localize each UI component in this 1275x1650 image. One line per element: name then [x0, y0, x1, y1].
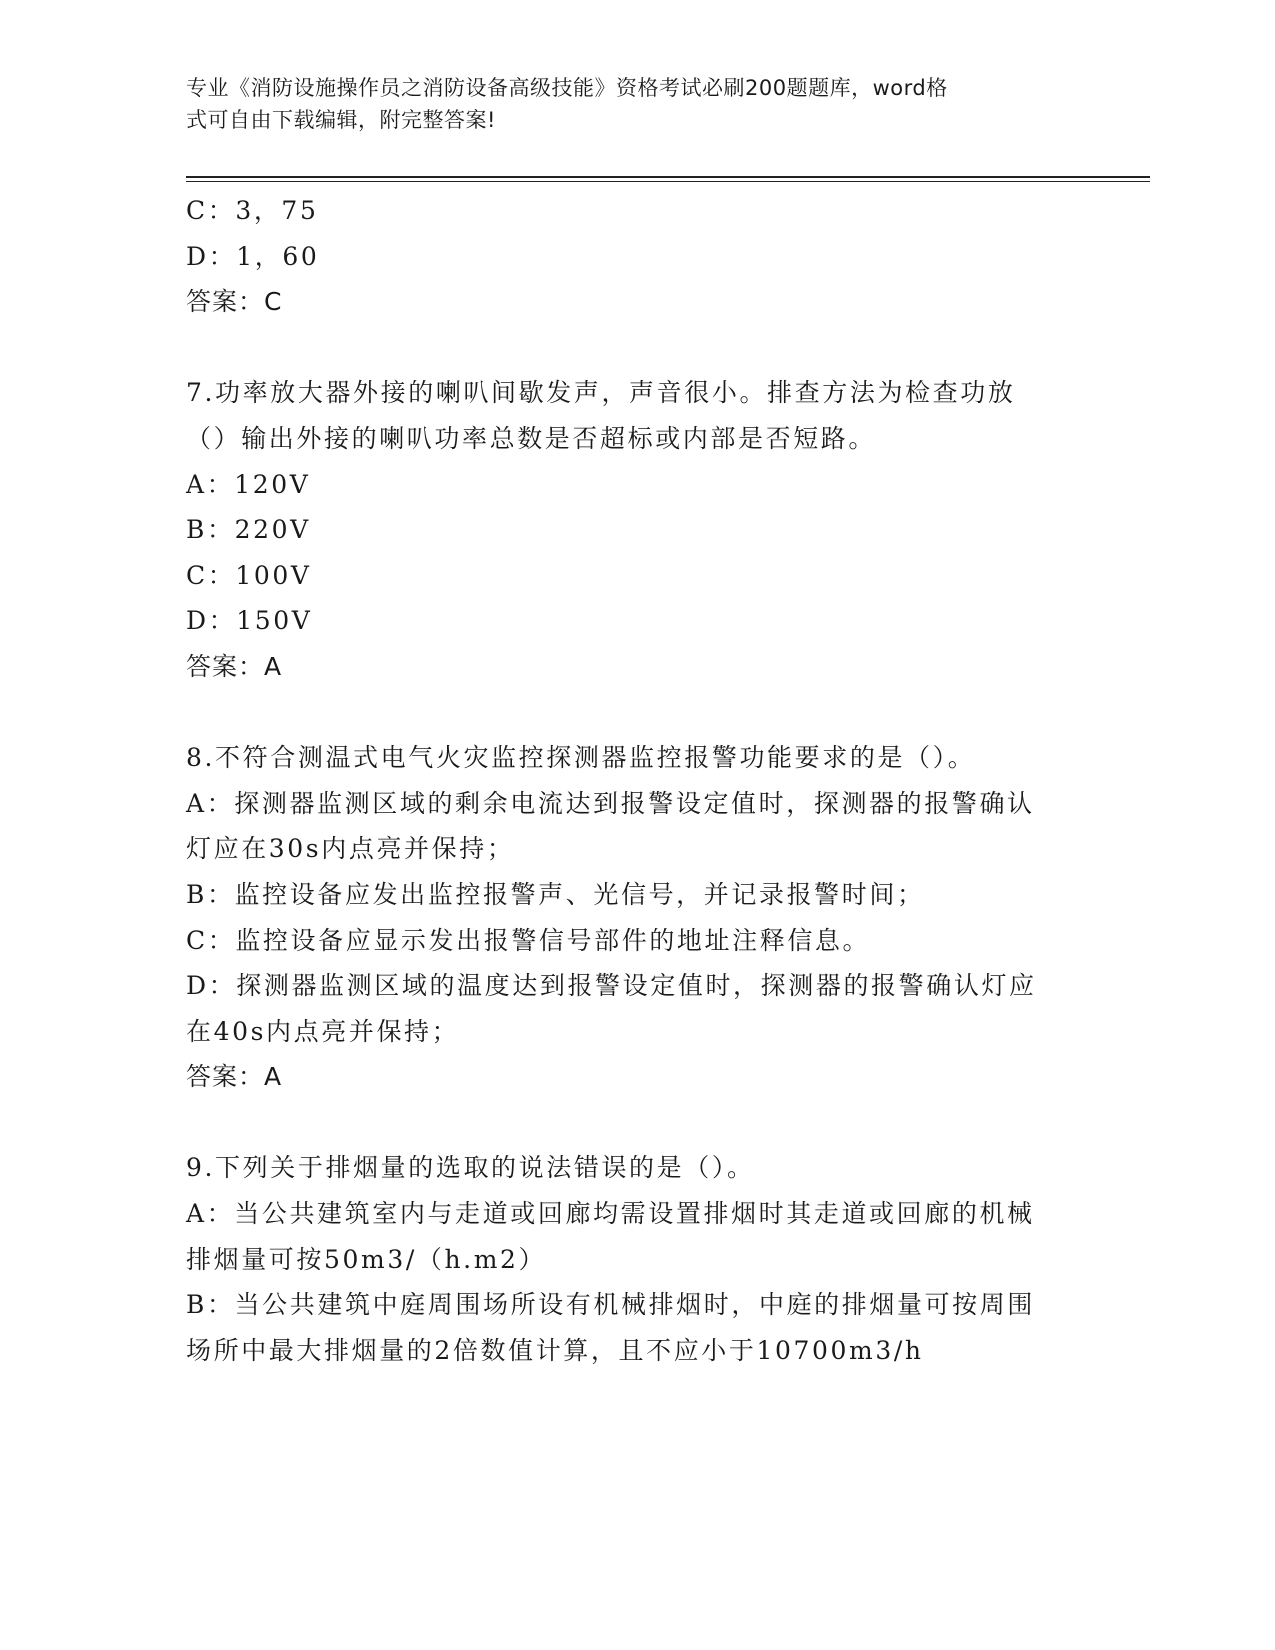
option-d-line-1: D：探测器监测区域的温度达到报警设定值时，探测器的报警确认灯应	[186, 971, 1037, 1001]
question-stem-line-2: （）输出外接的喇叭功率总数是否超标或内部是否短路。	[186, 423, 877, 453]
header-title-line-1: 专业《消防设施操作员之消防设备高级技能》资格考试必刷200题题库，word格	[186, 76, 948, 100]
option-a-line-1: A：当公共建筑室内与走道或回廊均需设置排烟时其走道或回廊的机械	[186, 1199, 1035, 1229]
question-6-tail	[186, 188, 1086, 325]
option-d: D：1，60	[186, 241, 320, 271]
option-b-line-1: B：当公共建筑中庭周围场所设有机械排烟时，中庭的排烟量可按周围	[186, 1290, 1035, 1320]
question-8	[186, 735, 1086, 1100]
option-a-line-2: 灯应在30s内点亮并保持；	[186, 834, 515, 864]
option-b: B：220V	[186, 515, 311, 545]
option-d-line-2: 在40s内点亮并保持；	[186, 1016, 460, 1046]
option-d: D：150V	[186, 606, 313, 636]
option-c: C：3，75	[186, 196, 319, 225]
option-a-line-2: 排烟量可按50m3/（h.m2）	[186, 1244, 547, 1274]
spacer	[186, 690, 1086, 736]
spacer	[186, 1100, 1086, 1146]
question-7	[186, 370, 1086, 689]
spacer	[186, 325, 1086, 371]
question-stem-line-1: 7.功率放大器外接的喇叭间歇发声，声音很小。排查方法为检查功放	[186, 378, 1016, 408]
header-divider-thick	[186, 176, 1150, 178]
answer-label: 答案：A	[186, 651, 283, 681]
header-divider-thin	[186, 181, 1150, 182]
header-title-line-2: 式可自由下载编辑，附完整答案!	[186, 108, 496, 132]
question-stem: 9.下列关于排烟量的选取的说法错误的是（）。	[186, 1153, 755, 1183]
answer-label: 答案：A	[186, 1062, 283, 1092]
option-c: C：监控设备应显示发出报警信号部件的地址注释信息。	[186, 925, 871, 955]
question-content	[186, 188, 1086, 1373]
document-header	[186, 72, 1066, 136]
option-a-line-1: A：探测器监测区域的剩余电流达到报警设定值时，探测器的报警确认	[186, 788, 1035, 818]
option-b: B：监控设备应发出监控报警声、光信号，并记录报警时间；	[186, 879, 925, 909]
option-a: A：120V	[186, 469, 311, 499]
answer-label: 答案：C	[186, 287, 283, 317]
option-b-line-2: 场所中最大排烟量的2倍数值计算，且不应小于10700m3/h	[186, 1335, 924, 1365]
question-9	[186, 1145, 1086, 1373]
option-c: C：100V	[186, 560, 312, 590]
question-stem: 8.不符合测温式电气火灾监控探测器监控报警功能要求的是（）。	[186, 743, 976, 773]
